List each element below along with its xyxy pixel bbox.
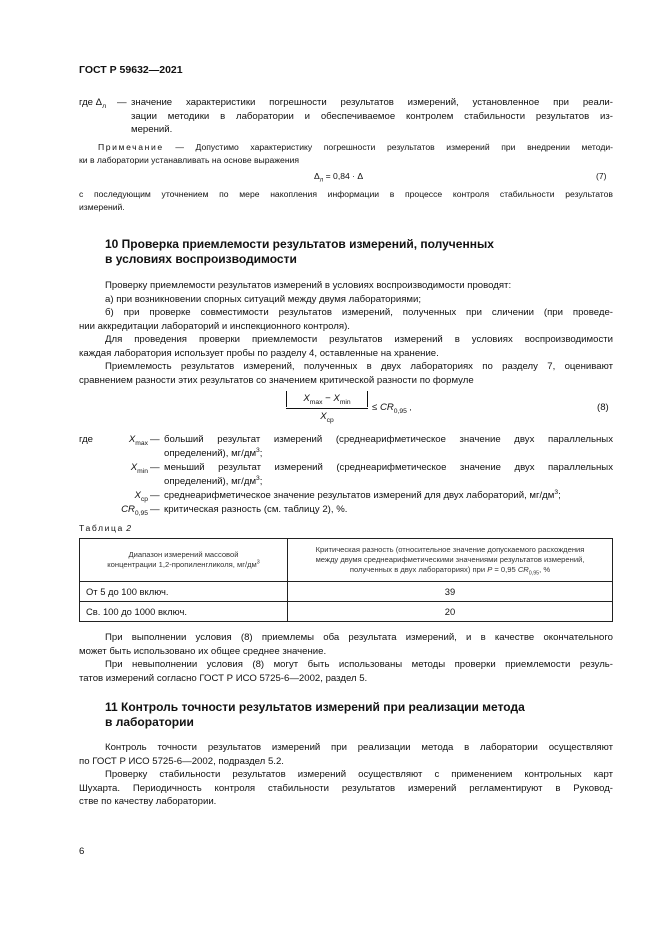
formula-8-number: (8) [597, 402, 609, 413]
formula-8-numerator: $X_{max} - X_{min}$ [286, 391, 368, 407]
section-11-p2-line1: Проверку стабильности результатов измерений осуществляют с применением контрольных карт [105, 769, 613, 780]
section-10-p5-line2: сравнением разности этих результатов со значением критической разности по формуле [79, 374, 474, 386]
where-text-line2: зации методики в лаборатории и обеспечиваемое контролем стабильности результатов из- [131, 110, 613, 122]
definitions-lead: где [79, 434, 94, 445]
section-10-title-line2: в условиях воспроизводимости [105, 252, 297, 266]
formula-8-fraction-bar [286, 408, 368, 409]
note-line2: ки в лаборатории устанавливать на основе выражения [79, 155, 300, 165]
table-2-caption: Таблица 2 [79, 523, 132, 533]
table-cell-value: 20 [288, 602, 613, 622]
def-symbol-xmax: $X_{max}$ [128, 434, 148, 447]
section-11-title-line2: в лаборатории [105, 715, 194, 729]
def-dash: — [150, 434, 160, 445]
formula-7: $\Delta_л = 0,84 \cdot \Delta$ [314, 171, 364, 184]
section-11-p1-line2: по ГОСТ Р ИСО 5725-6—2002, подраздел 5.2. [79, 755, 284, 767]
after-table-p2-line2: татов измерений согласно ГОСТ Р ИСО 5725-6—2002, раздел 5. [79, 672, 368, 684]
table-2 [79, 538, 613, 622]
section-10-p2: а) при возникновении спорных ситуаций между двумя лабораториями; [105, 293, 422, 305]
def-symbol-xmin: $X_{min}$ [130, 462, 148, 475]
table-row [80, 582, 613, 602]
table-cell-value: 39 [288, 582, 613, 602]
def-xmax-line1: больший результат измерений (среднеарифметическое значение двух параллельных [164, 434, 613, 445]
where-text-line1: значение характеристики погрешности результатов измерений, установленное при реали- [131, 97, 613, 108]
formula-8-rhs: ≤ $CR_{0,95}$ , [372, 402, 412, 415]
def-dash: — [150, 504, 160, 515]
section-10-title-line1: 10 Проверка приемлемости результатов измерений, полученных [105, 237, 494, 251]
formula-8 [286, 391, 418, 427]
section-11-p2-line3: стве по качеству лаборатории. [79, 796, 217, 807]
table-cell-range: Св. 100 до 1000 включ. [80, 602, 288, 622]
def-xcp-line1: среднеарифметическое значение результатов измерений для двух лабораторий, $мг/дм^3$; [164, 488, 561, 501]
formula-7-number: (7) [596, 171, 607, 181]
table-cell-range: От 5 до 100 включ. [80, 582, 288, 602]
after-table-p1-line2: может быть использовано их общее среднее значение. [79, 645, 327, 657]
after-formula-7-line1: с последующим уточнением по мере накопления информации в процессе контроля стабильности результатов [79, 189, 613, 199]
section-10-p4-line1: Для проведения проверки приемлемости результатов измерений в условиях воспроизводимости [105, 334, 613, 345]
table-header-row [80, 539, 613, 582]
table-head-critical-difference: Критическая разность (относительное значение допускаемого расхождения между двумя среднеарифметическими значениями результатов измерений, полученных в двух лабораториях) при P = 0,95 $CR_{0,95}$, % [288, 539, 613, 582]
def-dash: — [150, 462, 160, 473]
after-table-p2-line1: При невыполнении условия (8) могут быть использованы методы проверки приемлемости резуль- [105, 659, 613, 670]
where-text-line3: мерений. [131, 124, 173, 135]
page-number: 6 [79, 846, 85, 857]
def-xmin-line2: определений), $мг/дм^3$; [164, 474, 263, 487]
note-line1: Примечание — Допустимо характеристику погрешности результатов измерений при внедрении методи- [98, 142, 613, 152]
def-symbol-cr: $CR_{0,95}$ [121, 504, 148, 517]
where-dash: — [117, 97, 127, 108]
section-10-p4-line2: каждая лаборатория использует пробы по разделу 4, оставленные на хранение. [79, 347, 439, 359]
section-11-p2-line2: Шухарта. Периодичность контроля стабильности результатов измерений регламентируют в Руковод- [79, 782, 613, 794]
document-header: ГОСТ Р 59632—2021 [79, 64, 183, 76]
table-head-range: Диапазон измерений массовой концентрации 1,2-пропиленгликоля, $мг/дм^3$ [80, 539, 288, 582]
formula-8-denominator: $X_{ср}$ [320, 411, 334, 424]
def-dash: — [150, 490, 160, 501]
where-lead: где $\Delta_л$ [79, 97, 106, 110]
after-formula-7-line2: измерений. [79, 202, 125, 212]
table-row [80, 602, 613, 622]
def-xmax-line2: определений), $мг/дм^3$; [164, 446, 263, 459]
def-cr-line1: критическая разность (см. таблицу 2), %. [164, 504, 348, 515]
section-11-title-line1: 11 Контроль точности результатов измерений при реализации метода [105, 700, 525, 714]
after-table-p1-line1: При выполнении условия (8) приемлемы оба результата измерений, и в качестве окончательного [105, 632, 613, 643]
section-10-p5-line1: Приемлемость результатов измерений, полученных в двух лабораториях по разделу 7, оценивают [105, 361, 613, 372]
section-10-p3-line1: б) при проверке совместимости результатов измерений, полученных при сличении (при проведе- [105, 307, 613, 318]
section-11-p1-line1: Контроль точности результатов измерений при реализации метода в лаборатории осуществляют [105, 742, 613, 753]
section-10-p3-line2: нии аккредитации лабораторий и инспекционного контроля). [79, 320, 350, 332]
section-10-p1: Проверку приемлемости результатов измерений в условиях воспроизводимости проводят: [105, 280, 512, 291]
def-symbol-xcp: $X_{ср}$ [134, 490, 148, 503]
def-xmin-line1: меньший результат измерений (среднеарифметическое значение двух параллельных [164, 462, 613, 473]
